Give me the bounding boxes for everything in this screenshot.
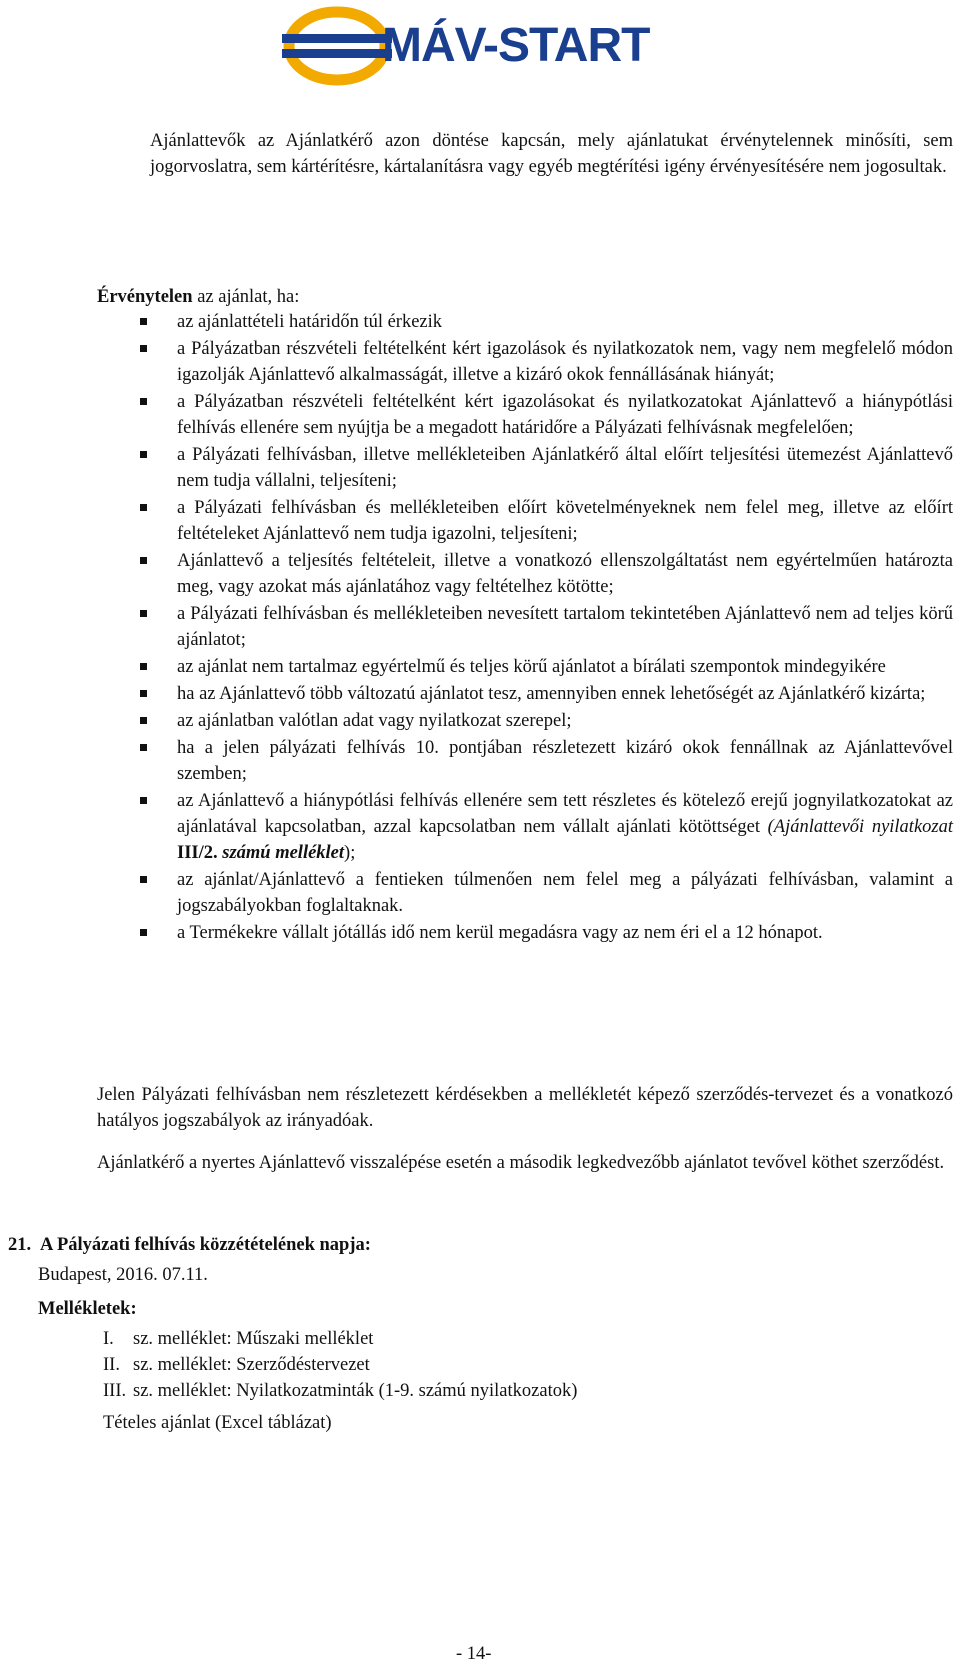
square-bullet-icon (140, 717, 147, 724)
list-item-text: az ajánlat nem tartalmaz egyértelmű és teljes körű ajánlatot a bírálati szempontok mindegyikére (177, 657, 886, 677)
list-item (97, 495, 953, 547)
publication-date: Budapest, 2016. 07.11. (38, 1265, 208, 1285)
annex-item (103, 1326, 373, 1352)
annex-item (103, 1378, 577, 1404)
annexes-heading: Mellékletek: (38, 1299, 137, 1319)
list-item-text: az ajánlattételi határidőn túl érkezik (177, 312, 443, 332)
square-bullet-icon (140, 504, 147, 511)
square-bullet-icon (140, 451, 147, 458)
page-number: - 14- (456, 1644, 492, 1664)
square-bullet-icon (140, 690, 147, 697)
heading-bold: Érvénytelen (97, 287, 193, 307)
list-item (97, 708, 953, 734)
list-item-text: az Ajánlattevő a hiánypótlási felhívás ellenére sem tett részletes és kötelező erejű jognyilatkozatokat az ajánlatával kapcsolatban, azzal kapcsolatban nem vállalt ajánlati kötöttséget (177, 791, 953, 837)
heading-rest: az ajánlat, ha: (192, 287, 300, 307)
list-item (97, 735, 953, 787)
list-item (97, 548, 953, 600)
square-bullet-icon (140, 345, 147, 352)
list-item-text: ha az Ajánlattevő több változatú ajánlatot tesz, amennyiben ennek lehetőségét az Ajánlatkérő kizárta; (177, 684, 926, 704)
square-bullet-icon (140, 797, 147, 804)
square-bullet-icon (140, 663, 147, 670)
mav-start-logo (282, 6, 672, 86)
closing-paragraph-1: Jelen Pályázati felhívásban nem részletezett kérdésekben a mellékletét képező szerződés-tervezet és a vonatkozó hatályos jogszabályok az irányadóak. (97, 1085, 953, 1131)
invalid-offer-heading (97, 284, 299, 310)
list-item-text: az ajánlat/Ajánlattevő a fentieken túlmenően nem felel meg a pályázati felhívásban, valamint a jogszabályokban foglaltaknak. (177, 870, 953, 916)
list-item (97, 336, 953, 388)
list-item (97, 601, 953, 653)
invalidity-conditions-list (97, 309, 953, 947)
list-item-text: a Pályázati felhívásban és mellékleteiben előírt követelményeknek nem felel meg, illetve az előírt feltételeket Ajánlattevő nem tudja igazolni, teljesíteni; (177, 498, 953, 544)
section-title: A Pályázati felhívás közzétételének napja: (40, 1235, 371, 1255)
list-item-text: a Pályázati felhívásban és mellékleteiben nevesített tartalom tekintetében Ajánlattevő nem ad teljes körű ajánlatot; (177, 604, 953, 650)
annex-reference-italic: (Ajánlattevői nyilatkozat (767, 817, 954, 837)
intro-paragraph: Ajánlattevők az Ajánlatkérő azon döntése kapcsán, mely ajánlatukat érvénytelennek minősíti, sem jogorvoslatra, sem kártérítésre, kártalanításra vagy egyéb megtérítési igény érvényesítésére nem jogosultak. (150, 131, 953, 177)
list-item-text: a Termékekre vállalt jótállás idő nem kerül megadásra vagy az nem éri el a 12 hónapot. (177, 923, 823, 943)
list-item-text: ha a jelen pályázati felhívás 10. pontjában részletezett kizáró okok fennállnak az Ajánlattevővel szemben; (177, 738, 953, 784)
list-item-tail: ); (344, 843, 356, 863)
list-item-text: a Pályázati felhívásban, illetve mellékleteiben Ajánlatkérő által előírt teljesítési ütemezést Ajánlattevő nem tudja vállalni, teljesíteni; (177, 445, 953, 491)
annex-item (103, 1352, 370, 1378)
section-number: 21. (8, 1235, 32, 1255)
list-item-text: az ajánlatban valótlan adat vagy nyilatkozat szerepel; (177, 711, 572, 731)
square-bullet-icon (140, 398, 147, 405)
list-item (97, 867, 953, 919)
list-item-text: Ajánlattevő a teljesítés feltételeit, illetve a vonatkozó ellenszolgáltatást nem egyértelműen határozta meg, vagy azokat más ajánlatához vagy feltételhez kötötte; (177, 551, 953, 597)
square-bullet-icon (140, 318, 147, 325)
square-bullet-icon (140, 929, 147, 936)
annex-number: III. (103, 1381, 127, 1401)
list-item (97, 389, 953, 441)
square-bullet-icon (140, 744, 147, 751)
section-21-heading (8, 1232, 371, 1258)
square-bullet-icon (140, 610, 147, 617)
annex-reference-bold: III/2. (177, 843, 218, 863)
square-bullet-icon (140, 557, 147, 564)
closing-paragraph-2: Ajánlatkérő a nyertes Ajánlattevő visszalépése esetén a második legkedvezőbb ajánlatot tevővel köthet szerződést. (97, 1153, 945, 1173)
annex-text: sz. melléklet: Nyilatkozatminták (1-9. számú nyilatkozatok) (133, 1381, 578, 1401)
list-item-text: a Pályázatban részvételi feltételként kért igazolásokat és nyilatkozatokat Ajánlattevő a hiánypótlási felhívás ellenére sem nyújtja be a megadott határidőre a Pályázati felhívásnak megfelelően; (177, 392, 953, 438)
square-bullet-icon (140, 876, 147, 883)
list-item (97, 309, 953, 335)
list-item (97, 681, 953, 707)
list-item (97, 920, 953, 946)
annex-text: sz. melléklet: Műszaki melléklet (133, 1329, 374, 1349)
list-item (97, 654, 953, 680)
annex-text: sz. melléklet: Szerződéstervezet (133, 1355, 370, 1375)
logo-emblem-icon (282, 6, 392, 86)
annex-number: II. (103, 1355, 120, 1375)
annex-item (103, 1410, 332, 1436)
annex-reference-bold-italic: számú melléklet (217, 843, 345, 863)
logo-wordmark: MÁV-START (382, 19, 650, 72)
annex-text: Tételes ajánlat (Excel táblázat) (103, 1413, 332, 1433)
list-item-text: a Pályázatban részvételi feltételként kért igazolások és nyilatkozatok nem, vagy nem megfelelő módon igazolják Ajánlattevő alkalmasságát, illetve a kizáró okok fennállásának hiányát; (177, 339, 953, 385)
list-item (97, 788, 953, 866)
list-item (97, 442, 953, 494)
annex-number: I. (103, 1329, 114, 1349)
